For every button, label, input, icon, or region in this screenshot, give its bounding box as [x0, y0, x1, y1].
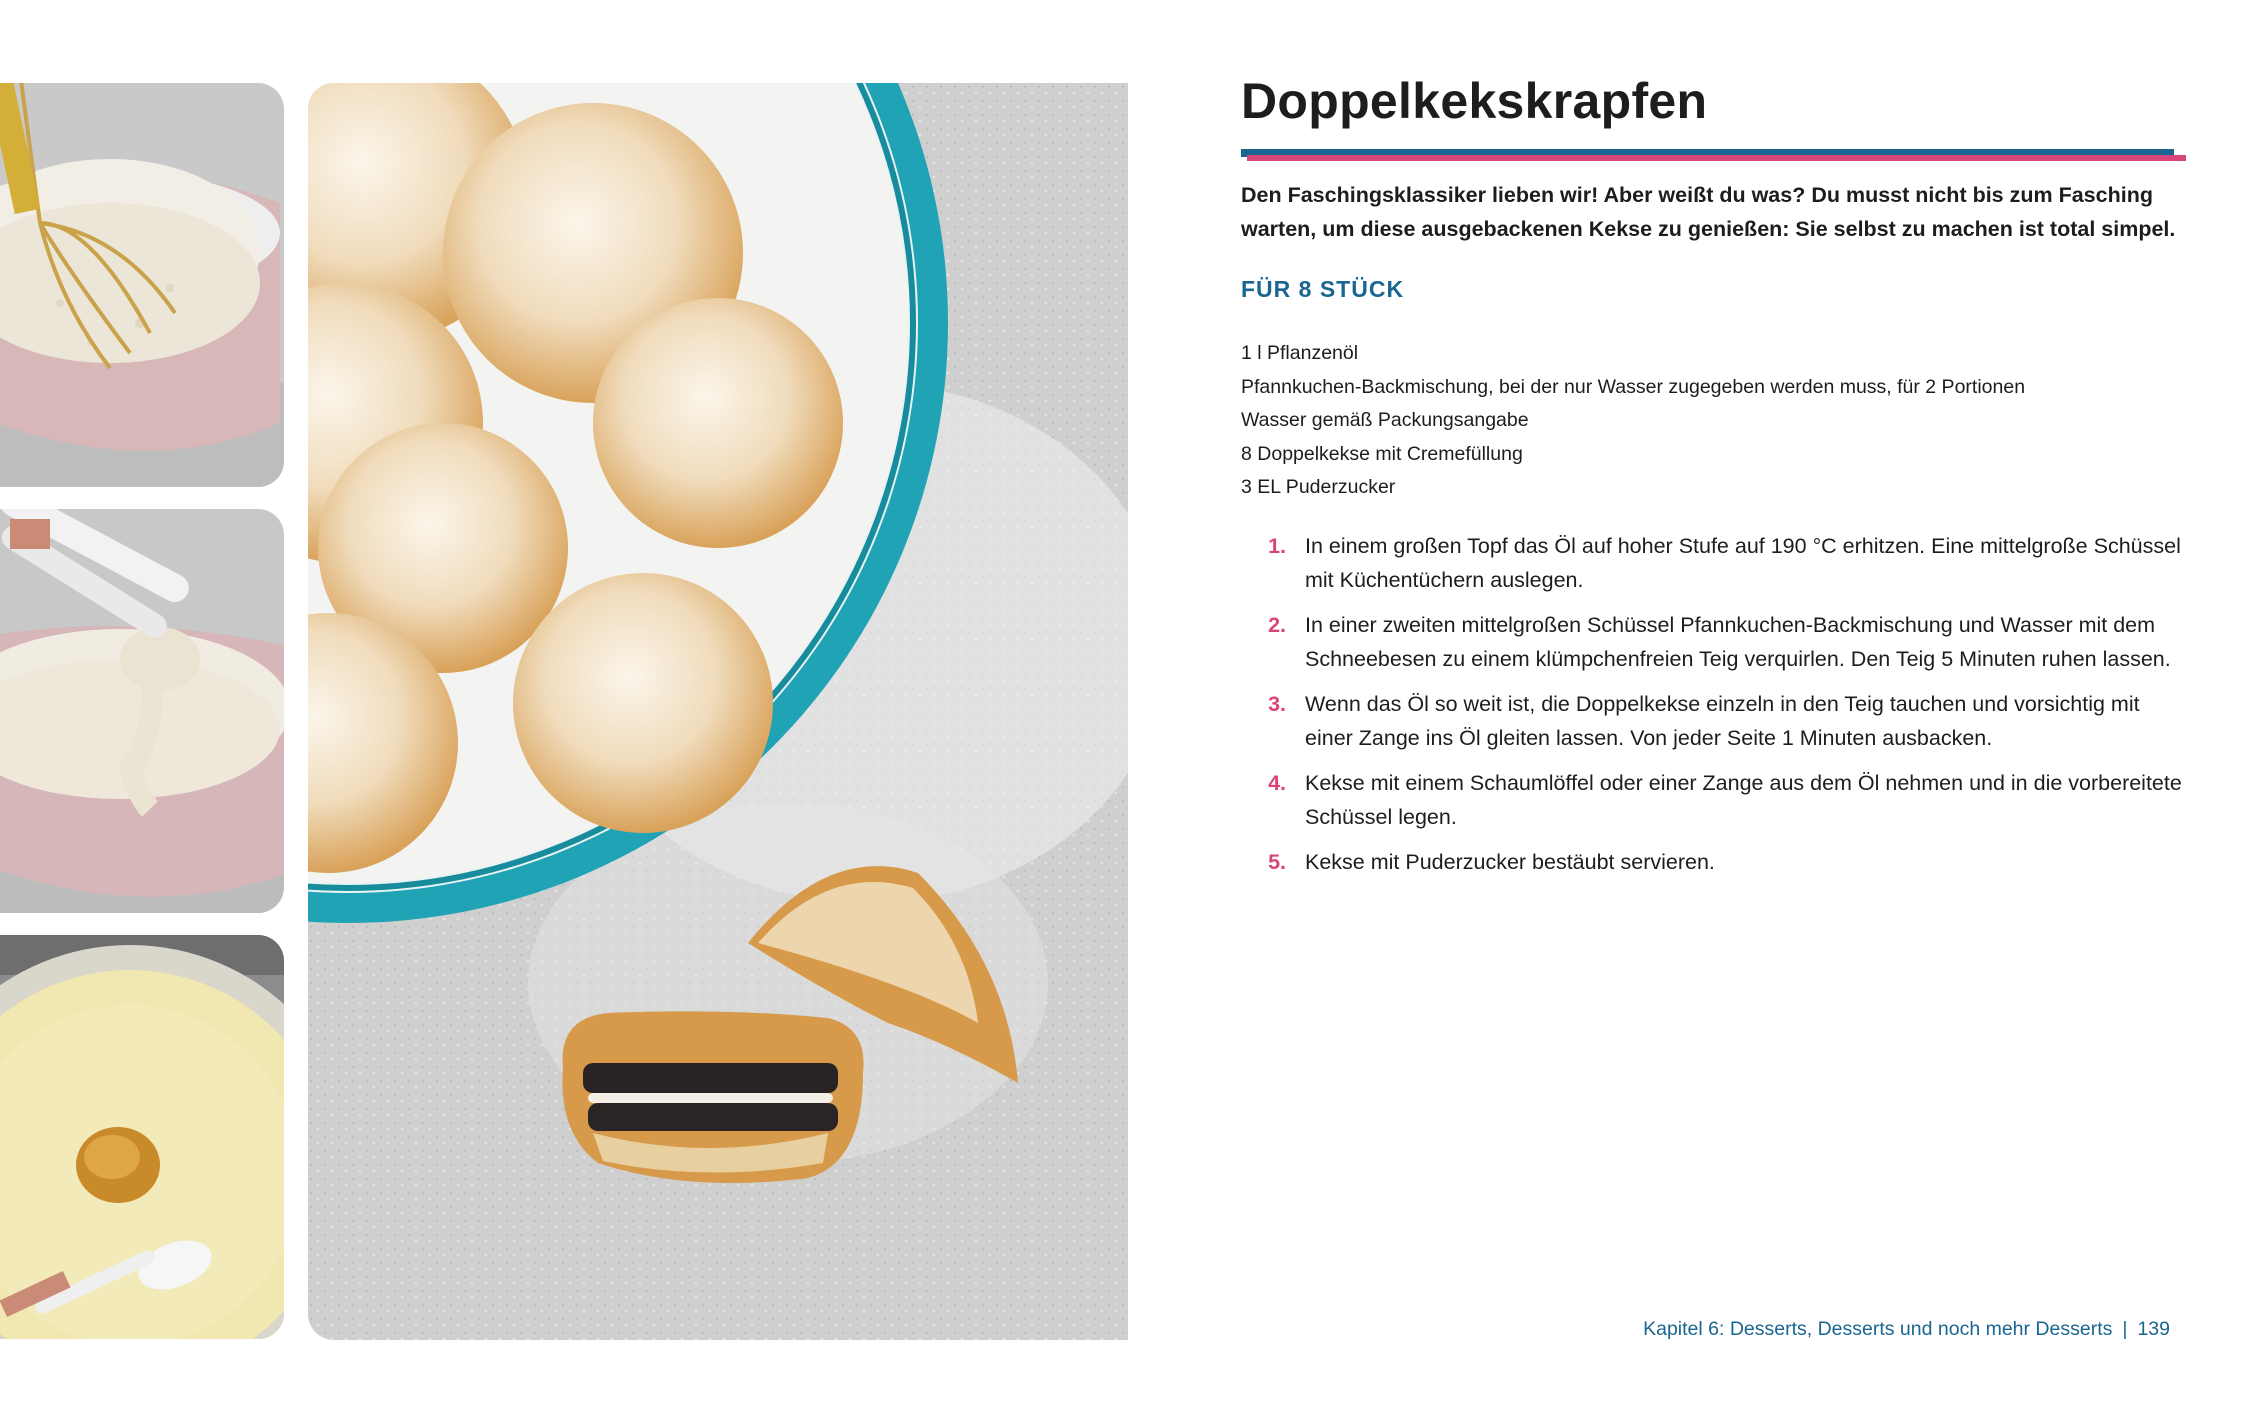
step-item — [1241, 846, 2191, 880]
title-rule-pink — [1247, 155, 2186, 161]
step-photo-whisking-batter — [0, 83, 284, 487]
step-number: 2. — [1268, 613, 1286, 637]
ingredient-item: 8 Doppelkekse mit Cremefüllung — [1241, 442, 1523, 465]
ingredient-list — [1241, 337, 2025, 505]
page-footer — [1643, 1318, 2170, 1341]
step-number: 1. — [1268, 534, 1286, 558]
ingredient-item: Wasser gemäß Packungsangabe — [1241, 409, 1529, 431]
main-photo-fritters — [308, 83, 1128, 1340]
step-list — [1241, 530, 2191, 892]
sugar-dusted-fritters-icon — [308, 83, 1128, 1340]
step-text: Kekse mit Puderzucker bestäubt servieren. — [1305, 850, 1715, 874]
step-text: In einer zweiten mittelgroßen Schüssel Pfannkuchen-Backmischung und Wasser mit dem Schneebesen zu einem klümpchenfreien Teig verquirlen. Den Teig 5 Minuten ruhen lassen. — [1305, 613, 2171, 671]
step-item — [1241, 609, 2191, 676]
step-item — [1241, 767, 2191, 834]
tongs-dipping-cookie-icon — [0, 509, 284, 913]
frying-in-oil-icon — [0, 935, 284, 1339]
step-number: 3. — [1268, 692, 1286, 716]
step-text: Wenn das Öl so weit ist, die Doppelkekse einzeln in den Teig tauchen und vorsichtig mit einer Zange ins Öl gleiten lassen. Von jeder Seite 1 Minuten ausbacken. — [1305, 692, 2140, 750]
step-photo-frying — [0, 935, 284, 1339]
ingredient-item: Pfannkuchen-Backmischung, bei der nur Wasser zugegeben werden muss, für 2 Portionen — [1241, 375, 2026, 398]
footer-separator: | — [2122, 1318, 2128, 1340]
recipe-yield: FÜR 8 STÜCK — [1241, 276, 1405, 302]
step-text: In einem großen Topf das Öl auf hoher Stufe auf 190 °C erhitzen. Eine mittelgroße Schüssel mit Küchentüchern auslegen. — [1305, 534, 2181, 592]
step-item — [1241, 688, 2191, 755]
step-number: 4. — [1268, 771, 1286, 795]
step-text: Kekse mit einem Schaumlöffel oder einer Zange aus dem Öl nehmen und in die vorbereitete Schüssel legen. — [1305, 771, 2182, 829]
whisk-in-batter-icon — [0, 83, 284, 487]
chapter-label: Kapitel 6: Desserts, Desserts und noch mehr Desserts — [1643, 1318, 2113, 1340]
recipe-title: Doppelkekskrapfen — [1241, 73, 1708, 129]
step-number: 5. — [1268, 850, 1286, 874]
ingredient-item: 1 l Pflanzenöl — [1241, 342, 1359, 364]
step-item — [1241, 530, 2191, 597]
step-photo-dipping-cookie — [0, 509, 284, 913]
ingredient-item: 3 EL Puderzucker — [1241, 476, 1396, 498]
page-number: 139 — [2137, 1318, 2170, 1340]
recipe-intro: Den Faschingsklassiker lieben wir! Aber weißt du was? Du musst nicht bis zum Fasching warten, um diese ausgebackenen Kekse zu genießen: Sie selbst zu machen ist total simpel. — [1241, 183, 2176, 241]
